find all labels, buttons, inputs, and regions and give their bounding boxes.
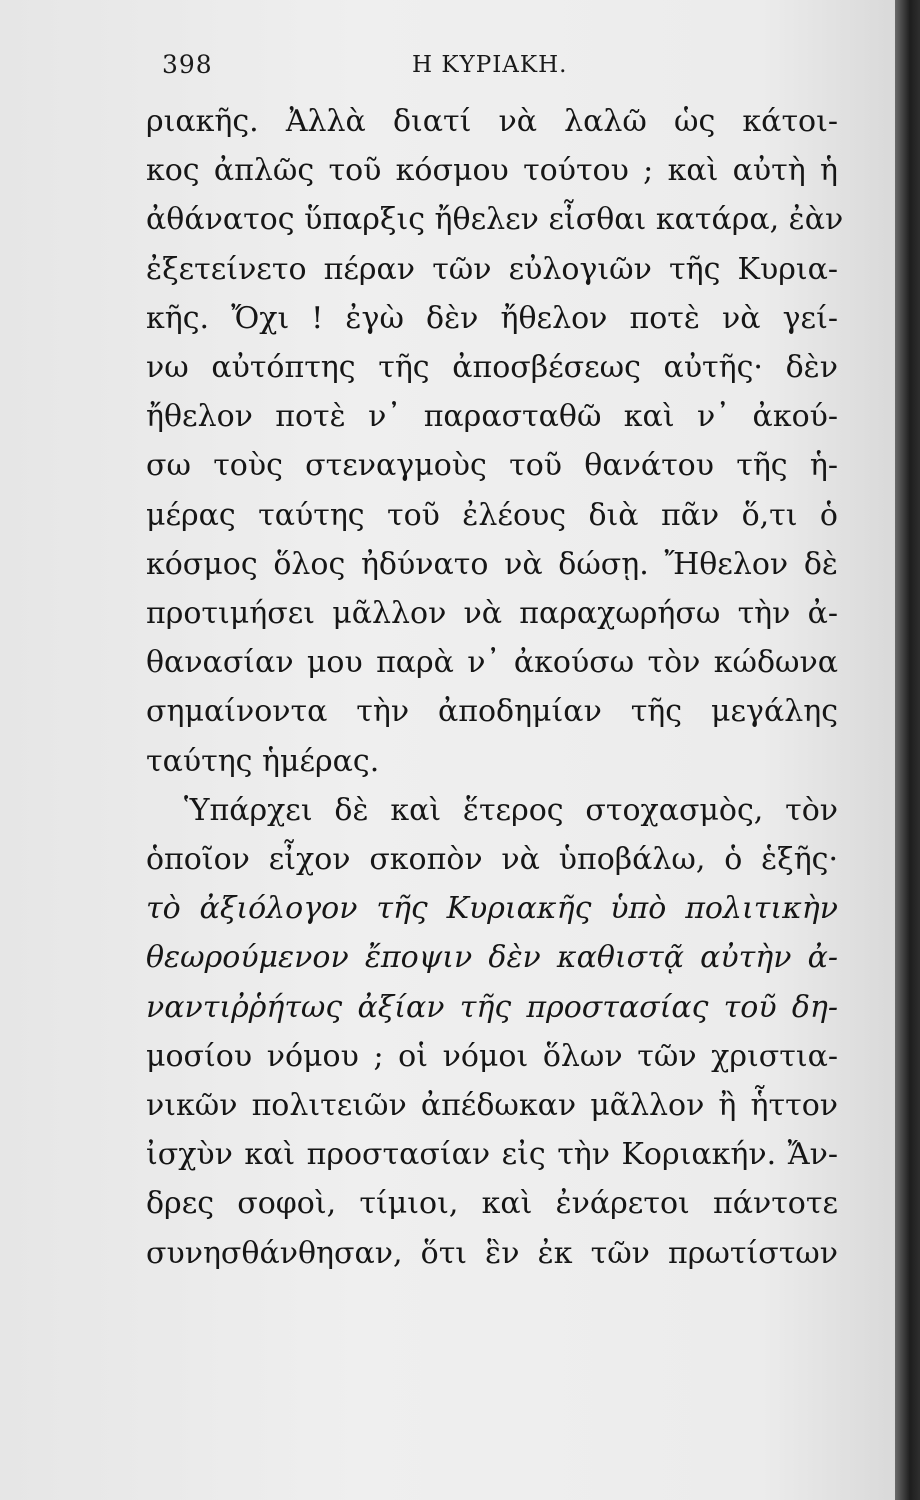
text-line: τὸ ἀξιόλογον τῆς Κυριακῆς ὑπὸ πολιτικὴν <box>146 891 838 927</box>
book-gutter <box>895 0 920 1500</box>
text-line: συνησθάνθησαν, ὅτι ἓν ἐκ τῶν πρωτίστων <box>146 1235 838 1271</box>
text-line: ἤθελον ποτὲ ν᾽ παρασταθῶ καὶ ν᾽ ἀκού- <box>146 399 838 435</box>
text-line: ἀθάνατος ὕπαρξις ἤθελεν εἶσθαι κατάρα, ἐὰν <box>146 202 844 238</box>
text-line: θεωρούμενον ἔποψιν δὲν καθιστᾷ αὐτὴν ἀ- <box>146 940 838 976</box>
text-line: προτιμήσει μᾶλλον νὰ παραχωρήσω τὴν ἀ- <box>146 596 838 632</box>
text-line: μοσίου νόμου ; οἱ νόμοι ὅλων τῶν χριστια- <box>146 1038 838 1074</box>
text-line: μέρας ταύτης τοῦ ἐλέους διὰ πᾶν ὅ,τι ὁ <box>146 497 838 533</box>
text-line: ὁποῖον εἶχον σκοπὸν νὰ ὑποβάλω, ὁ ἑξῆς· <box>146 842 838 878</box>
running-title: Η ΚΥΡΙΑΚΗ. <box>412 52 568 78</box>
text-line: σω τοὺς στεναγμοὺς τοῦ θανάτου τῆς ἡ- <box>146 448 838 484</box>
text-line: ταύτης ἡμέρας. <box>146 743 380 779</box>
text-line: κος ἀπλῶς τοῦ κόσμου τούτου ; καὶ αὐτὴ ἡ <box>146 153 838 189</box>
body-text <box>146 97 844 1278</box>
text-line: κόσμος ὅλος ἠδύνατο νὰ δώσῃ. Ἤθελον δὲ <box>146 546 838 582</box>
page-number: 398 <box>162 50 213 79</box>
text-line: ἰσχὺν καὶ προστασίαν εἰς τὴν Κοριακήν. Ἄν- <box>146 1137 838 1173</box>
text-line: νω αὐτόπτης τῆς ἀποσβέσεως αὐτῆς· δὲν <box>146 350 838 386</box>
text-line: ναντιῤῥήτως ἀξίαν τῆς προστασίας τοῦ δη- <box>146 989 838 1025</box>
text-line: νικῶν πολιτειῶν ἀπέδωκαν μᾶλλον ἢ ἧττον <box>146 1088 838 1124</box>
page-header <box>162 50 842 90</box>
text-line: θανασίαν μου παρὰ ν᾽ ἀκούσω τὸν κώδωνα <box>146 645 838 681</box>
text-line: ριακῆς. Ἀλλὰ διατί νὰ λαλῶ ὡς κάτοι- <box>146 104 838 139</box>
text-line: Ὑπάρχει δὲ καὶ ἕτερος στοχασμὸς, τὸν <box>184 792 838 828</box>
text-line: σημαίνοντα τὴν ἀποδημίαν τῆς μεγάλης <box>146 694 838 730</box>
text-line: ἐξετείνετο πέραν τῶν εὐλογιῶν τῆς Κυρια- <box>146 251 838 287</box>
text-line: δρες σοφοὶ, τίμιοι, καὶ ἐνάρετοι πάντοτε <box>146 1186 838 1222</box>
text-line: κῆς. Ὄχι ! ἐγὼ δὲν ἤθελον ποτὲ νὰ γεί- <box>146 300 838 336</box>
